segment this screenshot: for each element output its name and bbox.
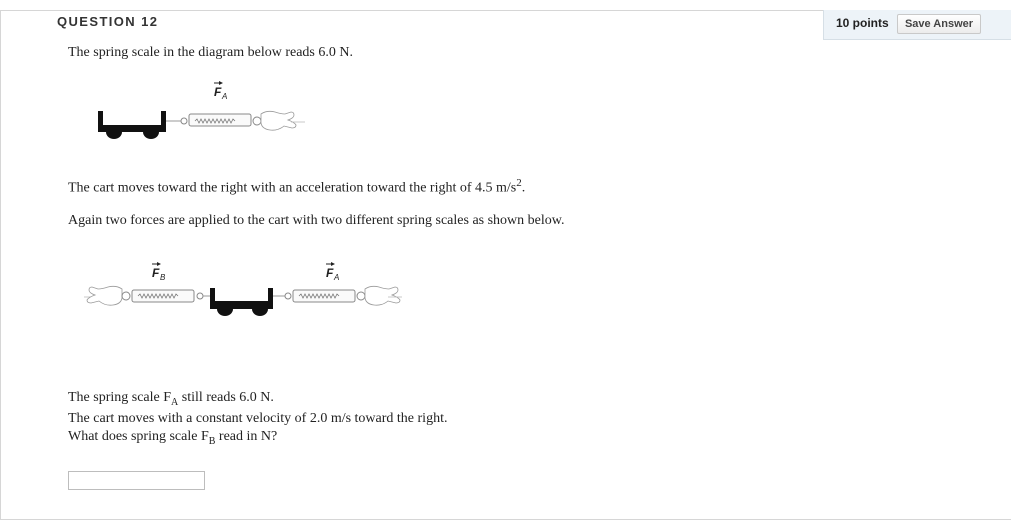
question-title: QUESTION 12: [57, 14, 159, 29]
cart: [210, 288, 273, 316]
hand-icon: [261, 111, 305, 130]
svg-text:F: F: [214, 85, 222, 99]
hand-right-icon: [365, 286, 402, 305]
force-label-fa: [326, 262, 339, 282]
question-text-line-3: Again two forces are applied to the cart with two different spring scales as shown below.: [68, 213, 565, 228]
cart: [98, 111, 166, 139]
svg-text:A: A: [222, 92, 228, 101]
spring-scale-a: [273, 290, 365, 302]
force-label-fa: [214, 81, 227, 101]
svg-text:B: B: [160, 273, 166, 282]
save-answer-button[interactable]: Save Answer: [897, 14, 981, 34]
svg-text:F: F: [326, 266, 334, 280]
spring-scale-a: [166, 114, 261, 126]
svg-text:F: F: [152, 266, 160, 280]
spring-scale-b: [122, 290, 210, 302]
question-text-line-6: What does spring scale $F_B$ read in N?: [68, 429, 278, 447]
question-text-line-2: The cart moves toward the right with an acceleration toward the right of 4.5 $m/s^2$.: [68, 177, 526, 196]
question-text-line-4: The spring scale $F_A$ still reads 6.0 N.: [68, 390, 274, 408]
question-text-line-1: The spring scale in the diagram below reads 6.0 N.: [68, 45, 353, 60]
svg-text:A: A: [334, 273, 340, 282]
answer-input[interactable]: [68, 471, 205, 490]
hand-left-icon: [84, 286, 122, 305]
figure-cart-two-scales: [82, 259, 404, 321]
points-value: 10 points: [836, 16, 889, 30]
figure-cart-single-scale: [95, 78, 310, 148]
force-label-fb: [152, 262, 166, 282]
question-text-line-5: The cart moves with a constant velocity of 2.0 m/s toward the right.: [68, 411, 448, 426]
